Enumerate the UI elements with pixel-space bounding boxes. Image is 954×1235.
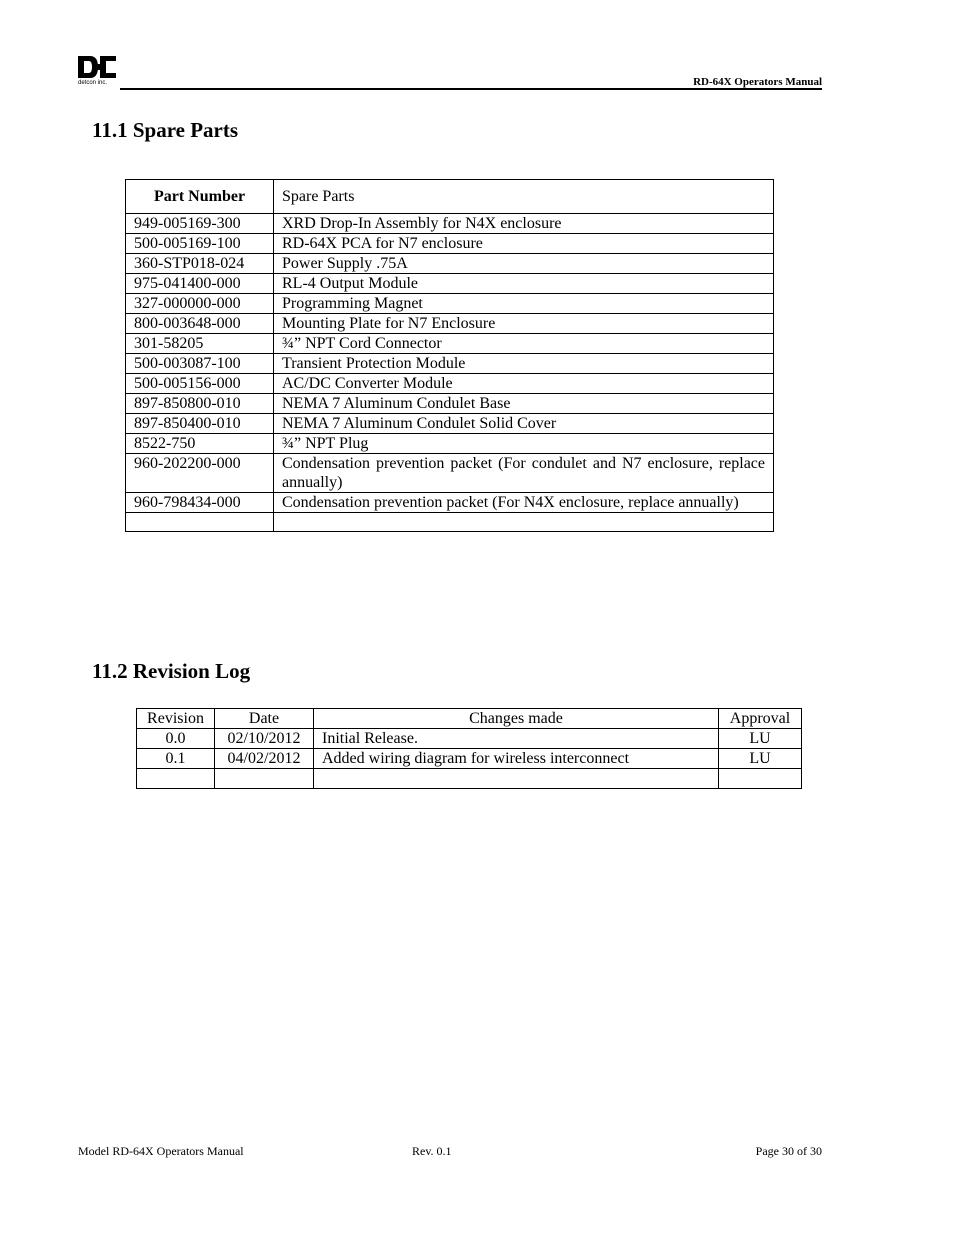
part-number-cell: 327-000000-000: [126, 294, 274, 314]
part-number-cell: 301-58205: [126, 334, 274, 354]
column-header-approval: Approval: [719, 709, 802, 729]
footer-page-number: Page 30 of 30: [755, 1144, 822, 1158]
logo-caption: detcon inc.: [78, 80, 108, 86]
changes-cell: Initial Release.: [314, 729, 719, 749]
part-number-cell: 960-798434-000: [126, 493, 274, 513]
revision-log-table: [136, 708, 802, 789]
table-row: [137, 749, 802, 769]
approval-cell: LU: [719, 729, 802, 749]
part-description-cell: Condensation prevention packet (For condulet and N7 enclosure, replace annually): [274, 454, 774, 493]
part-number-cell: 8522-750: [126, 434, 274, 454]
part-number-cell: 800-003648-000: [126, 314, 274, 334]
date-cell: 04/02/2012: [215, 749, 314, 769]
empty-cell: [215, 769, 314, 789]
part-description-cell: Programming Magnet: [274, 294, 774, 314]
part-description-cell: RL-4 Output Module: [274, 274, 774, 294]
column-header-spare-parts: Spare Parts: [274, 180, 774, 214]
changes-cell: Added wiring diagram for wireless interconnect: [314, 749, 719, 769]
table-row: [126, 414, 774, 434]
table-row: [126, 274, 774, 294]
part-number-cell: 500-003087-100: [126, 354, 274, 374]
empty-cell: [314, 769, 719, 789]
revision-log-body: [137, 729, 802, 789]
part-number-cell: 897-850800-010: [126, 394, 274, 414]
spare-parts-table: [125, 179, 774, 532]
part-number-cell: 949-005169-300: [126, 214, 274, 234]
table-row: [126, 493, 774, 513]
footer-manual-title: Model RD-64X Operators Manual: [78, 1144, 244, 1158]
part-description-cell: AC/DC Converter Module: [274, 374, 774, 394]
empty-cell: [719, 769, 802, 789]
part-number-cell: 975-041400-000: [126, 274, 274, 294]
spare-parts-heading: 11.1 Spare Parts: [92, 118, 239, 142]
revision-cell: 0.1: [137, 749, 215, 769]
part-description-cell: NEMA 7 Aluminum Condulet Base: [274, 394, 774, 414]
revision-log-heading: 11.2 Revision Log: [92, 659, 251, 683]
column-header-changes: Changes made: [314, 709, 719, 729]
part-description-cell: XRD Drop-In Assembly for N4X enclosure: [274, 214, 774, 234]
table-header-row: [137, 709, 802, 729]
empty-cell: [137, 769, 215, 789]
part-description-cell: ¾” NPT Cord Connector: [274, 334, 774, 354]
part-description-cell: Condensation prevention packet (For N4X enclosure, replace annually): [274, 493, 774, 513]
table-header-row: [126, 180, 774, 214]
running-header-title: RD-64X Operators Manual: [693, 76, 822, 88]
part-description-cell: Power Supply .75A: [274, 254, 774, 274]
empty-cell: [126, 513, 274, 532]
footer-revision: Rev. 0.1: [412, 1144, 452, 1158]
table-row: [126, 314, 774, 334]
part-number-cell: 897-850400-010: [126, 414, 274, 434]
date-cell: 02/10/2012: [215, 729, 314, 749]
part-number-cell: 960-202200-000: [126, 454, 274, 493]
part-number-cell: 500-005169-100: [126, 234, 274, 254]
empty-table-row: [126, 513, 774, 532]
part-description-cell: NEMA 7 Aluminum Condulet Solid Cover: [274, 414, 774, 434]
table-row: [126, 374, 774, 394]
table-row: [126, 294, 774, 314]
table-row: [126, 354, 774, 374]
column-header-part-number: Part Number: [126, 180, 274, 214]
part-number-cell: 500-005156-000: [126, 374, 274, 394]
table-row: [126, 334, 774, 354]
part-description-cell: RD-64X PCA for N7 enclosure: [274, 234, 774, 254]
part-description-cell: Mounting Plate for N7 Enclosure: [274, 314, 774, 334]
header-rule: [120, 88, 822, 90]
table-row: [126, 214, 774, 234]
spare-parts-body: [126, 214, 774, 532]
column-header-date: Date: [215, 709, 314, 729]
table-row: [137, 729, 802, 749]
table-row: [126, 234, 774, 254]
empty-table-row: [137, 769, 802, 789]
table-row: [126, 394, 774, 414]
approval-cell: LU: [719, 749, 802, 769]
table-row: [126, 434, 774, 454]
table-row: [126, 454, 774, 493]
part-number-cell: 360-STP018-024: [126, 254, 274, 274]
empty-cell: [274, 513, 774, 532]
part-description-cell: ¾” NPT Plug: [274, 434, 774, 454]
part-description-cell: Transient Protection Module: [274, 354, 774, 374]
column-header-revision: Revision: [137, 709, 215, 729]
table-row: [126, 254, 774, 274]
revision-cell: 0.0: [137, 729, 215, 749]
